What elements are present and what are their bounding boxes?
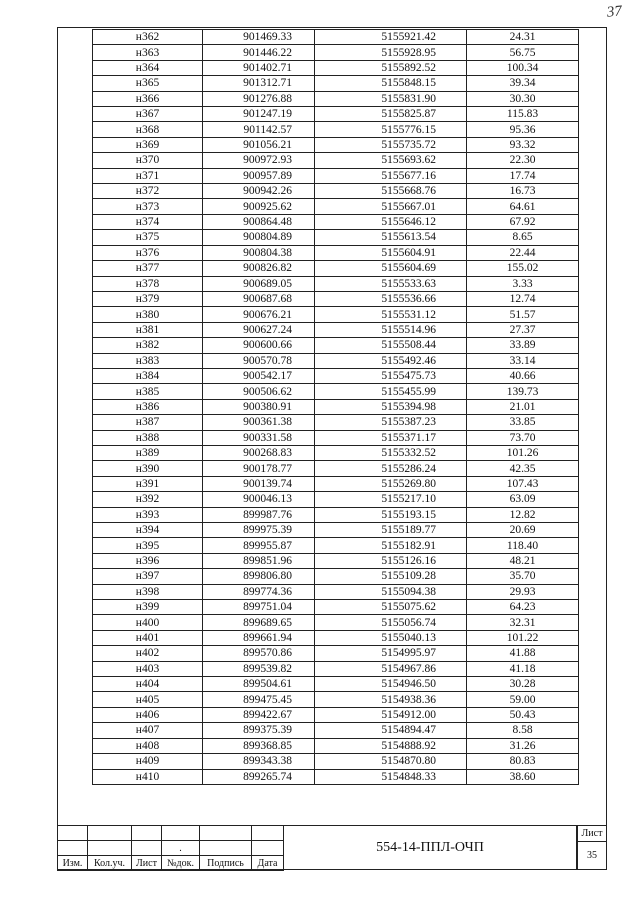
distance-cell: 101.26 xyxy=(467,445,579,460)
y-coordinate-cell: 5154848.33 xyxy=(315,769,467,784)
point-name-cell: н383 xyxy=(93,353,203,368)
point-name-cell: н371 xyxy=(93,168,203,183)
table-row xyxy=(93,168,579,183)
y-coordinate-cell: 5154967.86 xyxy=(315,661,467,676)
y-coordinate-cell: 5155387.23 xyxy=(315,415,467,430)
table-row xyxy=(93,261,579,276)
x-coordinate-cell: 900826.82 xyxy=(203,261,315,276)
x-coordinate-cell: 899661.94 xyxy=(203,630,315,645)
y-coordinate-cell: 5155921.42 xyxy=(315,30,467,45)
y-coordinate-cell: 5155831.90 xyxy=(315,91,467,106)
table-row xyxy=(93,553,579,568)
table-row xyxy=(93,523,579,538)
table-row xyxy=(93,692,579,707)
table-row xyxy=(93,91,579,106)
distance-cell: 42.35 xyxy=(467,461,579,476)
sheet-number: 35 xyxy=(587,850,597,861)
table-row xyxy=(93,276,579,291)
revision-cell xyxy=(162,826,200,841)
table-row xyxy=(93,368,579,383)
table-row xyxy=(93,184,579,199)
distance-cell: 101.22 xyxy=(467,630,579,645)
distance-cell: 48.21 xyxy=(467,553,579,568)
x-coordinate-cell: 899422.67 xyxy=(203,707,315,722)
x-coordinate-cell: 899806.80 xyxy=(203,569,315,584)
x-coordinate-cell: 899265.74 xyxy=(203,769,315,784)
y-coordinate-cell: 5155075.62 xyxy=(315,600,467,615)
distance-cell: 32.31 xyxy=(467,615,579,630)
point-name-cell: н391 xyxy=(93,476,203,491)
point-name-cell: н381 xyxy=(93,322,203,337)
distance-cell: 17.74 xyxy=(467,168,579,183)
point-name-cell: н389 xyxy=(93,445,203,460)
distance-cell: 33.89 xyxy=(467,338,579,353)
point-name-cell: н395 xyxy=(93,538,203,553)
x-coordinate-cell: 900972.93 xyxy=(203,153,315,168)
y-coordinate-cell: 5155848.15 xyxy=(315,76,467,91)
table-row xyxy=(93,322,579,337)
distance-cell: 80.83 xyxy=(467,754,579,769)
point-name-cell: н396 xyxy=(93,553,203,568)
x-coordinate-cell: 899539.82 xyxy=(203,661,315,676)
revision-cell xyxy=(132,841,162,856)
point-name-cell: н392 xyxy=(93,492,203,507)
table-row xyxy=(93,122,579,137)
distance-cell: 8.58 xyxy=(467,723,579,738)
table-row xyxy=(93,107,579,122)
distance-cell: 155.02 xyxy=(467,261,579,276)
revision-cell xyxy=(252,826,284,841)
point-name-cell: н384 xyxy=(93,368,203,383)
point-name-cell: н368 xyxy=(93,122,203,137)
table-row xyxy=(93,707,579,722)
revision-cell xyxy=(132,826,162,841)
distance-cell: 31.26 xyxy=(467,738,579,753)
distance-cell: 3.33 xyxy=(467,276,579,291)
revision-cell xyxy=(200,826,252,841)
x-coordinate-cell: 900600.66 xyxy=(203,338,315,353)
y-coordinate-cell: 5155455.99 xyxy=(315,384,467,399)
header-ndok: №док. xyxy=(162,856,200,871)
table-row xyxy=(93,76,579,91)
distance-cell: 59.00 xyxy=(467,692,579,707)
y-coordinate-cell: 5155825.87 xyxy=(315,107,467,122)
table-row xyxy=(93,461,579,476)
x-coordinate-cell: 900380.91 xyxy=(203,399,315,414)
x-coordinate-cell: 899375.39 xyxy=(203,723,315,738)
table-row xyxy=(93,600,579,615)
distance-cell: 56.75 xyxy=(467,45,579,60)
x-coordinate-cell: 900627.24 xyxy=(203,322,315,337)
point-name-cell: н363 xyxy=(93,45,203,60)
table-row xyxy=(93,399,579,414)
x-coordinate-cell: 900139.74 xyxy=(203,476,315,491)
x-coordinate-cell: 899475.45 xyxy=(203,692,315,707)
point-name-cell: н365 xyxy=(93,76,203,91)
point-name-cell: н376 xyxy=(93,245,203,260)
x-coordinate-cell: 899504.61 xyxy=(203,677,315,692)
distance-cell: 64.23 xyxy=(467,600,579,615)
x-coordinate-cell: 900804.89 xyxy=(203,230,315,245)
y-coordinate-cell: 5155693.62 xyxy=(315,153,467,168)
table-row xyxy=(93,338,579,353)
x-coordinate-cell: 899955.87 xyxy=(203,538,315,553)
point-name-cell: н403 xyxy=(93,661,203,676)
table-row xyxy=(93,415,579,430)
x-coordinate-cell: 899343.38 xyxy=(203,754,315,769)
y-coordinate-cell: 5155056.74 xyxy=(315,615,467,630)
point-name-cell: н366 xyxy=(93,91,203,106)
x-coordinate-cell: 901056.21 xyxy=(203,137,315,152)
y-coordinate-cell: 5155094.38 xyxy=(315,584,467,599)
table-row xyxy=(93,630,579,645)
x-coordinate-cell: 900570.78 xyxy=(203,353,315,368)
point-name-cell: н378 xyxy=(93,276,203,291)
point-name-cell: н399 xyxy=(93,600,203,615)
x-coordinate-cell: 901142.57 xyxy=(203,122,315,137)
revision-grid xyxy=(57,825,284,871)
table-row xyxy=(93,384,579,399)
distance-cell: 118.40 xyxy=(467,538,579,553)
header-podpis: Подпись xyxy=(200,856,252,871)
distance-cell: 100.34 xyxy=(467,60,579,75)
point-name-cell: н362 xyxy=(93,30,203,45)
y-coordinate-cell: 5155189.77 xyxy=(315,523,467,538)
title-block xyxy=(57,825,607,870)
y-coordinate-cell: 5155892.52 xyxy=(315,60,467,75)
table-row xyxy=(93,677,579,692)
x-coordinate-cell: 900046.13 xyxy=(203,492,315,507)
distance-cell: 40.66 xyxy=(467,368,579,383)
point-name-cell: н409 xyxy=(93,754,203,769)
distance-cell: 41.18 xyxy=(467,661,579,676)
point-name-cell: н372 xyxy=(93,184,203,199)
header-izm: Изм. xyxy=(58,856,88,871)
point-name-cell: н407 xyxy=(93,723,203,738)
distance-cell: 8.65 xyxy=(467,230,579,245)
point-name-cell: н410 xyxy=(93,769,203,784)
header-data: Дата xyxy=(252,856,284,871)
y-coordinate-cell: 5155109.28 xyxy=(315,569,467,584)
sheet-box xyxy=(577,825,607,870)
point-name-cell: н390 xyxy=(93,461,203,476)
y-coordinate-cell: 5155533.63 xyxy=(315,276,467,291)
x-coordinate-cell: 899751.04 xyxy=(203,600,315,615)
x-coordinate-cell: 900804.38 xyxy=(203,245,315,260)
point-name-cell: н394 xyxy=(93,523,203,538)
distance-cell: 22.44 xyxy=(467,245,579,260)
x-coordinate-cell: 900361.38 xyxy=(203,415,315,430)
table-row xyxy=(93,245,579,260)
y-coordinate-cell: 5154938.36 xyxy=(315,692,467,707)
distance-cell: 24.31 xyxy=(467,30,579,45)
x-coordinate-cell: 899689.65 xyxy=(203,615,315,630)
revision-cell xyxy=(58,841,88,856)
distance-cell: 30.28 xyxy=(467,677,579,692)
y-coordinate-cell: 5155531.12 xyxy=(315,307,467,322)
table-row xyxy=(93,723,579,738)
y-coordinate-cell: 5155475.73 xyxy=(315,368,467,383)
distance-cell: 139.73 xyxy=(467,384,579,399)
point-name-cell: н400 xyxy=(93,615,203,630)
x-coordinate-cell: 900957.89 xyxy=(203,168,315,183)
distance-cell: 33.14 xyxy=(467,353,579,368)
y-coordinate-cell: 5155332.52 xyxy=(315,445,467,460)
x-coordinate-cell: 901312.71 xyxy=(203,76,315,91)
table-row xyxy=(93,538,579,553)
page-mark: 37 xyxy=(606,3,623,21)
point-name-cell: н369 xyxy=(93,137,203,152)
y-coordinate-cell: 5154870.80 xyxy=(315,754,467,769)
y-coordinate-cell: 5155394.98 xyxy=(315,399,467,414)
table-row xyxy=(93,291,579,306)
x-coordinate-cell: 900687.68 xyxy=(203,291,315,306)
table-row xyxy=(93,569,579,584)
table-row xyxy=(93,646,579,661)
point-name-cell: н388 xyxy=(93,430,203,445)
y-coordinate-cell: 5155668.76 xyxy=(315,184,467,199)
x-coordinate-cell: 900268.83 xyxy=(203,445,315,460)
distance-cell: 73.70 xyxy=(467,430,579,445)
y-coordinate-cell: 5155776.15 xyxy=(315,122,467,137)
y-coordinate-cell: 5155492.46 xyxy=(315,353,467,368)
x-coordinate-cell: 901402.71 xyxy=(203,60,315,75)
y-coordinate-cell: 5155217.10 xyxy=(315,492,467,507)
point-name-cell: н367 xyxy=(93,107,203,122)
point-name-cell: н373 xyxy=(93,199,203,214)
y-coordinate-cell: 5154946.50 xyxy=(315,677,467,692)
distance-cell: 64.61 xyxy=(467,199,579,214)
distance-cell: 20.69 xyxy=(467,523,579,538)
x-coordinate-cell: 899570.86 xyxy=(203,646,315,661)
distance-cell: 107.43 xyxy=(467,476,579,491)
y-coordinate-cell: 5155928.95 xyxy=(315,45,467,60)
y-coordinate-cell: 5154995.97 xyxy=(315,646,467,661)
distance-cell: 21.01 xyxy=(467,399,579,414)
y-coordinate-cell: 5155508.44 xyxy=(315,338,467,353)
y-coordinate-cell: 5155514.96 xyxy=(315,322,467,337)
distance-cell: 63.09 xyxy=(467,492,579,507)
x-coordinate-cell: 900506.62 xyxy=(203,384,315,399)
y-coordinate-cell: 5155604.69 xyxy=(315,261,467,276)
distance-cell: 67.92 xyxy=(467,214,579,229)
table-row xyxy=(93,60,579,75)
x-coordinate-cell: 900178.77 xyxy=(203,461,315,476)
distance-cell: 93.32 xyxy=(467,137,579,152)
x-coordinate-cell: 900676.21 xyxy=(203,307,315,322)
point-name-cell: н370 xyxy=(93,153,203,168)
y-coordinate-cell: 5155182.91 xyxy=(315,538,467,553)
point-name-cell: н380 xyxy=(93,307,203,322)
y-coordinate-cell: 5154894.47 xyxy=(315,723,467,738)
point-name-cell: н393 xyxy=(93,507,203,522)
table-row xyxy=(93,584,579,599)
table-row xyxy=(93,137,579,152)
y-coordinate-cell: 5155667.01 xyxy=(315,199,467,214)
table-row xyxy=(93,430,579,445)
point-name-cell: н374 xyxy=(93,214,203,229)
point-name-cell: н408 xyxy=(93,738,203,753)
point-name-cell: н385 xyxy=(93,384,203,399)
y-coordinate-cell: 5155193.15 xyxy=(315,507,467,522)
distance-cell: 30.30 xyxy=(467,91,579,106)
coordinates-table xyxy=(92,29,579,785)
point-name-cell: н382 xyxy=(93,338,203,353)
y-coordinate-cell: 5155286.24 xyxy=(315,461,467,476)
x-coordinate-cell: 899987.76 xyxy=(203,507,315,522)
table-row xyxy=(93,307,579,322)
x-coordinate-cell: 899368.85 xyxy=(203,738,315,753)
y-coordinate-cell: 5155613.54 xyxy=(315,230,467,245)
document-code: 554-14-ППЛ-ОЧП xyxy=(283,825,577,870)
table-row xyxy=(93,45,579,60)
point-name-cell: н404 xyxy=(93,677,203,692)
distance-cell: 38.60 xyxy=(467,769,579,784)
distance-cell: 27.37 xyxy=(467,322,579,337)
x-coordinate-cell: 900689.05 xyxy=(203,276,315,291)
revision-cell: . xyxy=(162,841,200,856)
y-coordinate-cell: 5155604.91 xyxy=(315,245,467,260)
revision-cell xyxy=(88,841,132,856)
x-coordinate-cell: 901469.33 xyxy=(203,30,315,45)
table-row xyxy=(93,214,579,229)
y-coordinate-cell: 5155735.72 xyxy=(315,137,467,152)
point-name-cell: н386 xyxy=(93,399,203,414)
table-row xyxy=(93,492,579,507)
distance-cell: 95.36 xyxy=(467,122,579,137)
y-coordinate-cell: 5155371.17 xyxy=(315,430,467,445)
x-coordinate-cell: 900331.58 xyxy=(203,430,315,445)
table-row xyxy=(93,445,579,460)
coordinates-table-body xyxy=(93,30,579,785)
x-coordinate-cell: 900542.17 xyxy=(203,368,315,383)
y-coordinate-cell: 5155269.80 xyxy=(315,476,467,491)
y-coordinate-cell: 5155536.66 xyxy=(315,291,467,306)
revision-cell xyxy=(252,841,284,856)
x-coordinate-cell: 900942.26 xyxy=(203,184,315,199)
x-coordinate-cell: 899774.36 xyxy=(203,584,315,599)
table-row xyxy=(93,153,579,168)
point-name-cell: н379 xyxy=(93,291,203,306)
distance-cell: 41.88 xyxy=(467,646,579,661)
x-coordinate-cell: 900925.62 xyxy=(203,199,315,214)
y-coordinate-cell: 5155040.13 xyxy=(315,630,467,645)
header-list: Лист xyxy=(132,856,162,871)
distance-cell: 39.34 xyxy=(467,76,579,91)
distance-cell: 50.43 xyxy=(467,707,579,722)
table-row xyxy=(93,199,579,214)
x-coordinate-cell: 901446.22 xyxy=(203,45,315,60)
x-coordinate-cell: 900864.48 xyxy=(203,214,315,229)
point-name-cell: н401 xyxy=(93,630,203,645)
sheet-label: Лист xyxy=(578,826,606,842)
point-name-cell: н387 xyxy=(93,415,203,430)
y-coordinate-cell: 5154912.00 xyxy=(315,707,467,722)
table-row xyxy=(93,30,579,45)
point-name-cell: н398 xyxy=(93,584,203,599)
table-row xyxy=(93,738,579,753)
distance-cell: 51.57 xyxy=(467,307,579,322)
distance-cell: 29.93 xyxy=(467,584,579,599)
point-name-cell: н406 xyxy=(93,707,203,722)
y-coordinate-cell: 5155677.16 xyxy=(315,168,467,183)
distance-cell: 22.30 xyxy=(467,153,579,168)
distance-cell: 12.74 xyxy=(467,291,579,306)
distance-cell: 16.73 xyxy=(467,184,579,199)
x-coordinate-cell: 901276.88 xyxy=(203,91,315,106)
point-name-cell: н397 xyxy=(93,569,203,584)
distance-cell: 33.85 xyxy=(467,415,579,430)
x-coordinate-cell: 899975.39 xyxy=(203,523,315,538)
point-name-cell: н364 xyxy=(93,60,203,75)
y-coordinate-cell: 5155126.16 xyxy=(315,553,467,568)
table-row xyxy=(93,476,579,491)
table-row xyxy=(93,230,579,245)
header-kol-uch: Кол.уч. xyxy=(88,856,132,871)
table-row xyxy=(93,353,579,368)
revision-cell xyxy=(88,826,132,841)
table-row xyxy=(93,615,579,630)
table-row xyxy=(93,661,579,676)
x-coordinate-cell: 899851.96 xyxy=(203,553,315,568)
x-coordinate-cell: 901247.19 xyxy=(203,107,315,122)
distance-cell: 115.83 xyxy=(467,107,579,122)
distance-cell: 35.70 xyxy=(467,569,579,584)
point-name-cell: н405 xyxy=(93,692,203,707)
point-name-cell: н402 xyxy=(93,646,203,661)
distance-cell: 12.82 xyxy=(467,507,579,522)
y-coordinate-cell: 5154888.92 xyxy=(315,738,467,753)
revision-cell xyxy=(200,841,252,856)
table-row xyxy=(93,754,579,769)
y-coordinate-cell: 5155646.12 xyxy=(315,214,467,229)
revision-cell xyxy=(58,826,88,841)
table-row xyxy=(93,769,579,784)
point-name-cell: н377 xyxy=(93,261,203,276)
point-name-cell: н375 xyxy=(93,230,203,245)
table-row xyxy=(93,507,579,522)
